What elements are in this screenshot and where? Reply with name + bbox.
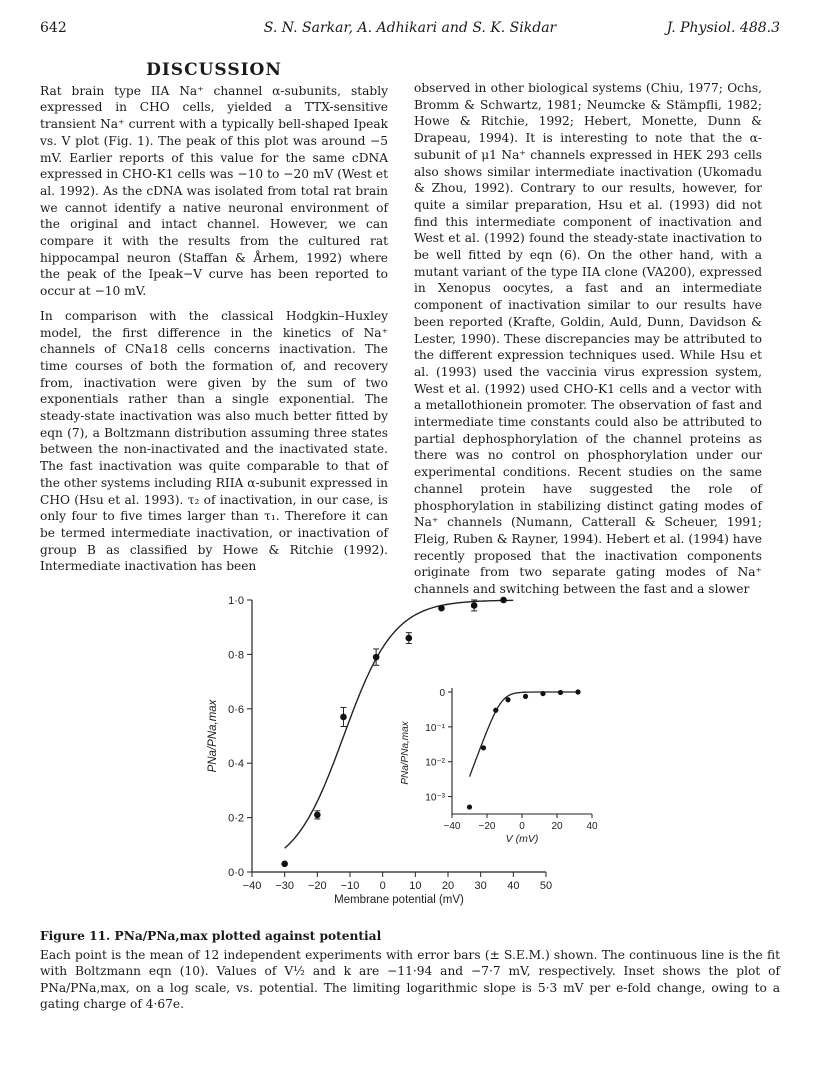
x-tick-label: 30 [474,880,487,892]
right-column [414,80,762,606]
x-axis-label: Membrane potential (mV) [334,894,464,906]
x-tick-label: −30 [275,880,295,892]
y-tick-label: 0·8 [228,649,244,662]
inset-data-point [523,694,528,699]
section-title: DISCUSSION [146,60,282,80]
inset-data-point [505,697,510,702]
x-tick-label: −20 [307,880,327,892]
x-tick-label: 40 [507,880,520,892]
y-tick-label: 0·4 [228,758,244,771]
inset-x-axis-label: V (mV) [505,833,539,845]
data-point [314,812,321,819]
data-point [281,861,288,868]
inset-y-axis-label: PNa/PNa,max [400,721,411,785]
data-point [406,635,413,642]
author-line: S. N. Sarkar, A. Adhikari and S. K. Sikdar [263,20,557,36]
x-tick-label: 10 [409,880,422,892]
data-point [500,597,507,604]
inset-x-tick-label: 0 [519,821,525,832]
paragraph: Rat brain type IIA Na⁺ channel α-subunits, stably expressed in CHO cells, yielded a TTX-sensitive transient Na⁺ current with a typically bell-shaped Ipeak vs. V plot (Fig. 1). The peak of this plot was around −5 mV. Earlier reports of this value for the same cDNA expressed in CHO-K1 cells was −10 to −20 mV (West et al. 1992). As the cDNA was isolated from total rat brain we cannot identify a native neuronal environment of the original and intact channel. However, we can compare it with the results from the cultured rat hippocampal neuron (Staffan & Århem, 1992) where the peak of the Ipeak−V curve has been reported to occur at −10 mV. [40,83,388,299]
inset-data-point [481,745,486,750]
inset-fit-line [470,692,579,777]
figure-11-chart [200,592,620,914]
inset-data-point [493,708,498,713]
inset-x-tick-label: 40 [586,821,598,832]
x-tick-label: 50 [539,880,553,892]
figure-caption [40,928,780,1013]
y-tick-label: 1·0 [228,595,244,607]
y-tick-label: 0·0 [228,867,244,879]
journal-reference: J. Physiol. 488.3 [666,20,780,36]
inset-y-tick-label: 0 [439,688,445,699]
data-point [438,605,445,612]
paragraph: observed in other biological systems (Chiu, 1977; Ochs, Bromm & Schwartz, 1981; Neumcke & Stämpfli, 1982; Howe & Ritchie, 1992; Hebert, Monette, Dunn & Drapeau, 1994). It is interesting to note that the α-subunit of μ1 Na⁺ channels expressed in HEK 293 cells also shows similar intermediate inactivation (Ukomadu & Zhou, 1992). Contrary to our results, however, for quite a similar preparation, Hsu et al. (1993) did not find this intermediate component of inactivation and West et al. (1992) found the steady-state inactivation to be well fitted by eqn (6). On the other hand, with a mutant variant of the type IIA clone (VA200), expressed in Xenopus oocytes, a fast and an intermediate component of inactivation similar to our results have been reported (Krafte, Goldin, Auld, Dunn, Davidson & Lester, 1990). These discrepancies may be attributed to the different expression techniques used. While Hsu et al. (1993) used the vaccinia virus expression system, West et al. (1992) used CHO-K1 cells and a vector with a metallothionein promoter. The observation of fast and intermediate time constants could also be attributed to partial dephosphorylation of the channel proteins as there was no control on phosphorylation under our experimental conditions. Recent studies on the same channel protein have suggested the role of phosphorylation in stabilizing distinct gating modes of Na⁺ channels (Numann, Catterall & Scheuer, 1991; Fleig, Ruben & Rayner, 1994). Hebert et al. (1994) have recently proposed that the inactivation components originate from two separate gating modes of Na⁺ channels and switching between the fast and a slower [414,81,762,597]
inset-data-point [558,690,563,695]
data-point [471,602,478,609]
running-header [40,20,780,42]
x-tick-label: 20 [441,880,455,892]
inset-y-tick-label: 10⁻² [425,757,445,769]
data-point [373,654,380,661]
inset-y-tick-label: 10⁻¹ [425,722,445,734]
y-tick-label: 0·2 [228,812,244,825]
page-number: 642 [40,20,67,36]
paragraph: In comparison with the classical Hodgkin–Huxley model, the first difference in the kinetics of Na⁺ channels of CNa18 cells concerns inactivation. The time courses of both the formation of, and recovery from, inactivation were given by the sum of two exponentials rather than a single exponential. The steady-state inactivation was also much better fitted by eqn (7), a Boltzmann distribution assuming three states between the non-inactivated and the inactivated state. The fast inactivation was quite comparable to that of the other systems including RIIA α-subunit expressed in CHO (Hsu et al. 1993). τ₂ of inactivation, in our case, is only four to five times larger than τ₁. Therefore it can be termed intermediate inactivation, or inactivation of group B as classified by Howe & Ritchie (1992). Intermediate inactivation has been [40,308,388,574]
inset-x-tick-label: −20 [478,821,496,832]
inset-x-tick-label: −40 [443,821,461,832]
x-tick-label: −10 [340,880,360,892]
data-point [340,714,347,721]
inset-data-point [467,804,472,809]
y-tick-label: 0·6 [228,703,244,716]
caption-title: Figure 11. PNa/PNa,max plotted against potential [40,929,382,943]
inset-data-point [540,691,545,696]
x-tick-label: 0 [379,880,386,892]
inset-data-point [575,689,580,694]
inset-x-tick-label: 20 [551,821,563,832]
inset-y-tick-label: 10⁻³ [425,792,445,804]
x-tick-label: −40 [242,880,262,892]
y-axis-label: PNa/PNa,max [207,699,219,773]
caption-body: Each point is the mean of 12 independent experiments with error bars (± S.E.M.) shown. The continuous line is the fit with Boltzmann eqn (10). Values of V½ and k are −11·94 and −7·7 mV, respectively. Inset shows the plot of PNa/PNa,max, on a log scale, vs. potential. The limiting logarithmic slope is 5·3 mV per e-fold change, owing to a gating charge of 4·67e. [40,947,780,1011]
left-column [40,62,388,583]
